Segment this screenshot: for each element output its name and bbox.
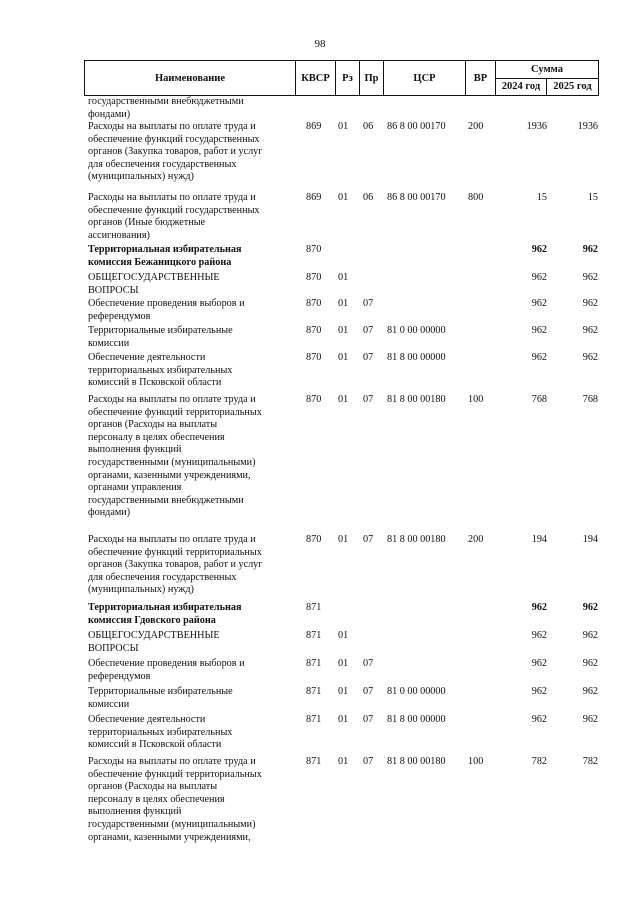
cell-name: Обеспечение деятельности территориальных избирательных комиссий в Псковской области — [88, 714, 233, 751]
cell-2024: 768 — [531, 394, 547, 405]
header-2024: 2024 год — [496, 78, 547, 95]
cell-name: Расходы на выплаты по оплате труда и обеспечение функций государственных органов (Закупка товаров, работ и услуг для обеспечения государственных (муниципальных) нужд) — [88, 121, 263, 183]
cell-pr: 07 — [363, 325, 374, 336]
cell-2024: 1936 — [526, 121, 547, 132]
cell-pr: 07 — [363, 394, 374, 405]
cell-2024: 962 — [531, 352, 547, 363]
cell-2025: 962 — [582, 298, 598, 309]
cell-vr: 100 — [468, 394, 484, 405]
cell-rz: 01 — [338, 686, 349, 697]
cell-2024: 962 — [531, 272, 547, 283]
cell-2025: 962 — [582, 602, 598, 613]
cell-kvsr: 871 — [306, 602, 322, 613]
header-kvsr: КВСР — [296, 61, 336, 95]
cell-rz: 01 — [338, 630, 349, 641]
cell-kvsr: 870 — [306, 272, 322, 283]
cell-2025: 782 — [582, 756, 598, 767]
cell-kvsr: 870 — [306, 325, 322, 336]
cell-csr: 81 0 00 00000 — [387, 686, 446, 697]
cell-kvsr: 871 — [306, 658, 322, 669]
cell-kvsr: 869 — [306, 192, 322, 203]
cell-2025: 962 — [582, 272, 598, 283]
cell-2025: 194 — [582, 534, 598, 545]
cell-rz: 01 — [338, 325, 349, 336]
cell-2025: 962 — [582, 658, 598, 669]
cell-2025: 962 — [582, 714, 598, 725]
cell-2024: 782 — [531, 756, 547, 767]
cell-rz: 01 — [338, 352, 349, 363]
cell-2024: 962 — [531, 298, 547, 309]
header-csr: ЦСР — [384, 61, 466, 95]
cell-2025: 768 — [582, 394, 598, 405]
cell-2024: 962 — [531, 658, 547, 669]
cell-kvsr: 870 — [306, 394, 322, 405]
cell-2025: 962 — [582, 630, 598, 641]
cell-pr: 07 — [363, 756, 374, 767]
header-sum-group — [496, 61, 598, 95]
cell-kvsr: 871 — [306, 630, 322, 641]
cell-rz: 01 — [338, 272, 349, 283]
cell-rz: 01 — [338, 534, 349, 545]
cell-pr: 06 — [363, 192, 374, 203]
cell-name: Территориальная избирательная комиссия Гдовского района — [88, 602, 242, 626]
cell-csr: 86 8 00 00170 — [387, 121, 446, 132]
cell-kvsr: 870 — [306, 244, 322, 255]
cell-rz: 01 — [338, 394, 349, 405]
cell-2024: 962 — [531, 714, 547, 725]
header-rz: Рз — [336, 61, 360, 95]
header-sum: Сумма — [496, 61, 598, 79]
cell-kvsr: 871 — [306, 686, 322, 697]
cell-name: Обеспечение деятельности территориальных избирательных комиссий в Псковской области — [88, 352, 233, 389]
cell-name: Расходы на выплаты по оплате труда и обеспечение функций территориальных органов (Закупка товаров, работ и услуг для обеспечения государственных (муниципальных) нужд) — [88, 534, 263, 596]
cell-2025: 962 — [582, 244, 598, 255]
header-2025: 2025 год — [553, 81, 592, 92]
cell-2024: 962 — [531, 602, 547, 613]
cell-csr: 81 8 00 00180 — [387, 394, 446, 405]
cell-pr: 07 — [363, 714, 374, 725]
cell-rz: 01 — [338, 121, 349, 132]
cell-name: ОБЩЕГОСУДАРСТВЕННЫЕ ВОПРОСЫ — [88, 630, 220, 654]
cell-vr: 200 — [468, 121, 484, 132]
cell-rz: 01 — [338, 658, 349, 669]
cell-kvsr: 871 — [306, 756, 322, 767]
cell-kvsr: 869 — [306, 121, 322, 132]
cell-name: Расходы на выплаты по оплате труда и обеспечение функций территориальных органов (Расходы на выплаты персоналу в целях обеспечения выполнения функций государственными (муниципальными) органами, казенными учреждениями, — [88, 756, 262, 843]
cell-2024: 962 — [531, 325, 547, 336]
header-vr: ВР — [466, 61, 496, 95]
cell-2025: 962 — [582, 352, 598, 363]
cell-pr: 07 — [363, 658, 374, 669]
cell-name: Расходы на выплаты по оплате труда и обеспечение функций территориальных органов (Расходы на выплаты персоналу в целях обеспечения выполнения функций государственными (муниципальными) органами, казенными учреждениями, органами управления государственными внебюджетными фондами) — [88, 394, 262, 519]
cell-2025: 1936 — [577, 121, 598, 132]
cell-2025: 962 — [582, 686, 598, 697]
header-pr: Пр — [360, 61, 384, 95]
cell-name: Расходы на выплаты по оплате труда и обеспечение функций государственных органов (Иные бюджетные ассигнования) — [88, 192, 260, 241]
page-number: 98 — [314, 38, 326, 50]
cell-kvsr: 871 — [306, 714, 322, 725]
cell-pr: 07 — [363, 352, 374, 363]
cell-vr: 100 — [468, 756, 484, 767]
cell-pr: 07 — [363, 298, 374, 309]
cell-2025: 962 — [582, 325, 598, 336]
cell-name: Обеспечение проведения выборов и референдумов — [88, 298, 245, 322]
cell-vr: 800 — [468, 192, 484, 203]
cell-rz: 01 — [338, 714, 349, 725]
header-name: Наименование — [85, 61, 296, 95]
cell-rz: 01 — [338, 756, 349, 767]
cell-name: Территориальная избирательная комиссия Бежаницкого района — [88, 244, 242, 268]
cell-pr: 07 — [363, 534, 374, 545]
cell-csr: 81 8 00 00180 — [387, 756, 446, 767]
cell-csr: 86 8 00 00170 — [387, 192, 446, 203]
table-header — [84, 60, 599, 96]
cell-rz: 01 — [338, 298, 349, 309]
cell-2024: 15 — [536, 192, 547, 203]
cell-kvsr: 870 — [306, 534, 322, 545]
cell-csr: 81 8 00 00000 — [387, 352, 446, 363]
cell-kvsr: 870 — [306, 298, 322, 309]
cell-csr: 81 8 00 00000 — [387, 714, 446, 725]
cell-name: Обеспечение проведения выборов и референдумов — [88, 658, 245, 682]
cell-csr: 81 0 00 00000 — [387, 325, 446, 336]
cell-pr: 06 — [363, 121, 374, 132]
cell-vr: 200 — [468, 534, 484, 545]
cell-name: Территориальные избирательные комиссии — [88, 686, 233, 710]
cell-rz: 01 — [338, 192, 349, 203]
cell-2024: 962 — [531, 686, 547, 697]
cell-name: государственными внебюджетными фондами) — [88, 96, 244, 120]
cell-kvsr: 870 — [306, 352, 322, 363]
cell-2024: 962 — [531, 630, 547, 641]
cell-2025: 15 — [587, 192, 598, 203]
cell-csr: 81 8 00 00180 — [387, 534, 446, 545]
cell-2024: 962 — [531, 244, 547, 255]
cell-name: ОБЩЕГОСУДАРСТВЕННЫЕ ВОПРОСЫ — [88, 272, 220, 296]
cell-pr: 07 — [363, 686, 374, 697]
cell-name: Территориальные избирательные комиссии — [88, 325, 233, 349]
cell-2024: 194 — [531, 534, 547, 545]
